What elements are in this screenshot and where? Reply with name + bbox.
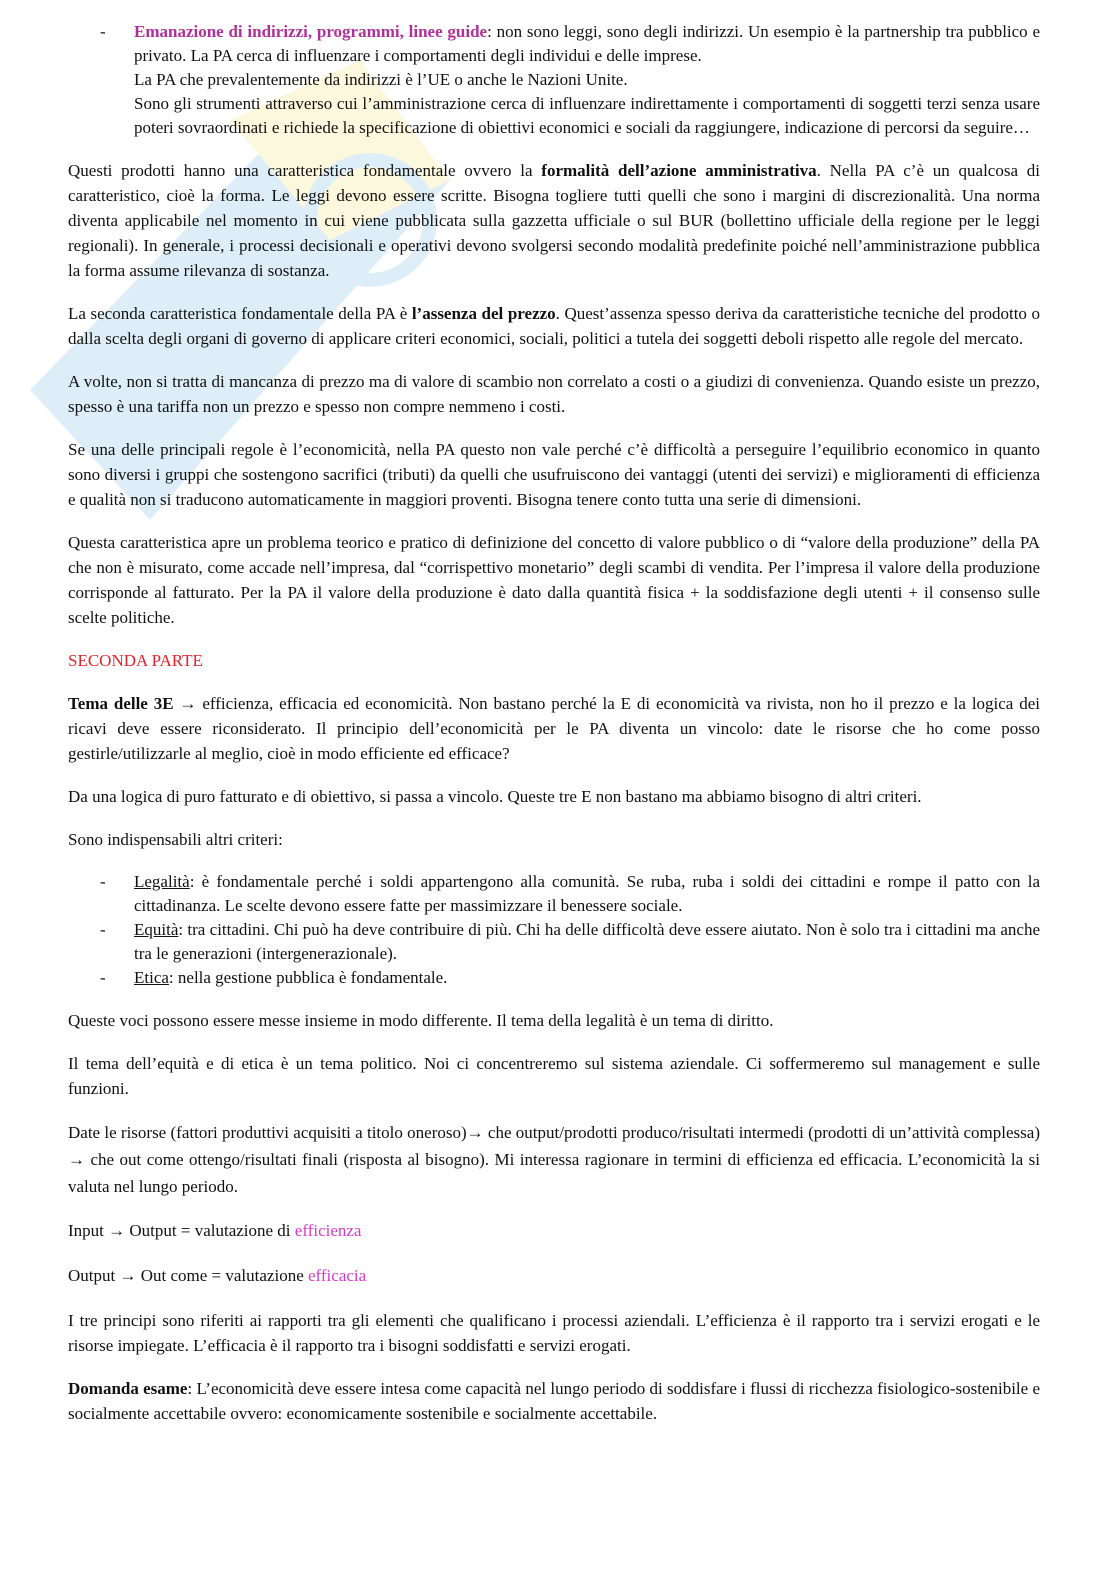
list-item: [68, 20, 1040, 140]
paragraph: A volte, non si tratta di mancanza di prezzo ma di valore di scambio non correlato a costi o a giudizi di convenienza. Quando esiste un prezzo, spesso è una tariffa non un prezzo e spesso non compre nemmeno i costi.: [68, 372, 1040, 416]
bullet: -: [100, 22, 106, 41]
paragraph: Da una logica di puro fatturato e di obiettivo, si passa a vincolo. Queste tre E non bastano ma abbiamo bisogno di altri criteri.: [68, 787, 922, 806]
paragraph: Queste voci possono essere messe insieme in modo differente. Il tema della legalità è un tema di diritto.: [68, 1011, 774, 1030]
paragraph: I tre principi sono riferiti ai rapporti tra gli elementi che qualificano i processi aziendali. L’efficienza è il rapporto tra i servizi erogati e le risorse impiegate. L’efficacia è il rapporto tra i bisogni soddisfatti e servizi erogati.: [68, 1311, 1040, 1355]
paragraph: Domanda esame: L’economicità deve essere intesa come capacità nel lungo periodo di soddisfare i flussi di ricchezza fisiologico-sostenibile e socialmente accettabile ovvero: economicamente sostenibile e socialmente accettabile.: [68, 1379, 1040, 1423]
list-item: - Equità: tra cittadini. Chi può ha deve contribuire di più. Chi ha delle difficoltà deve essere aiutato. Non è solo tra i cittadini ma anche tra le generazioni (intergenerazionale).: [100, 920, 1040, 963]
arrow-icon: →: [68, 1150, 91, 1169]
arrow-icon: →: [173, 694, 203, 713]
item-text: La PA che prevalentemente da indirizzi è l’UE o anche le Nazioni Unite.: [134, 70, 628, 89]
term: Equità: [134, 920, 179, 939]
document-content: [68, 20, 1040, 1444]
item-text: : non sono leggi, sono degli indirizzi. Un esempio è la partnership tra pubblico e privato. La PA cerca di influenzare i comportamenti degli individui e delle imprese.: [134, 22, 1040, 65]
criteria-list: [68, 870, 1040, 990]
arrow-icon: →: [119, 1266, 137, 1285]
arrow-icon: →: [108, 1221, 126, 1240]
paragraph: Output → Out come = valutazione efficacia: [68, 1266, 367, 1285]
paragraph: Il tema dell’equità e di etica è un tema politico. Noi ci concentreremo sul sistema aziendale. Ci soffermeremo sul management e sulle funzioni.: [68, 1054, 1040, 1098]
paragraph: Tema delle 3E → efficienza, efficacia ed economicità. Non bastano perché la E di economicità va rivista, non ho il prezzo e la logica dei ricavi deve essere riconsiderato. Il principio dell’economicità per le PA diventa un vincolo: date le risorse che ho come posso gestirle/utilizzarle al meglio, cioè in modo efficiente ed efficace?: [68, 694, 1040, 763]
paragraph: La seconda caratteristica fondamentale della PA è l’assenza del prezzo. Quest’assenza spesso deriva da caratteristiche tecniche del prodotto o dalla scelta degli organi di governo di applicare criteri economici, sociali, politici a tutela dei soggetti deboli rispetto alle regole del mercato.: [68, 304, 1041, 348]
term: Legalità: [134, 872, 190, 891]
paragraph: Date le risorse (fattori produttivi acquisiti a titolo oneroso)→ che output/prodotti produco/risultati intermedi (prodotti di un’attività complessa) → che out come ottengo/risultati finali (risposta al bisogno). Mi interessa ragionare in termini di efficienza ed efficacia. L’economicità la si valuta nel lungo periodo.: [68, 1123, 1041, 1196]
list-item: - Etica: nella gestione pubblica è fondamentale.: [100, 968, 448, 987]
term: Emanazione di indirizzi, programmi, linee guide: [134, 22, 488, 41]
paragraph: Input → Output = valutazione di efficienza: [68, 1221, 362, 1240]
paragraph: Se una delle principali regole è l’economicità, nella PA questo non vale perché c’è difficoltà a perseguire l’equilibrio economico in quanto sono diversi i gruppi che sostengono sacrifici (tributi) da quelli che usufruiscono dei vantaggi (utenti dei servizi) e miglioramenti di efficienza e qualità non si traducono automaticamente in maggiori proventi. Bisogna tenere conto tutta una serie di dimensioni.: [68, 440, 1040, 509]
term: Etica: [134, 968, 169, 987]
list-item: - Legalità: è fondamentale perché i soldi appartengono alla comunità. Se ruba, ruba i soldi dei cittadini e rompe il patto con la cittadinanza. Le scelte devono essere fatte per massimizzare il benessere sociale.: [100, 872, 1040, 915]
paragraph: Sono indispensabili altri criteri:: [68, 830, 283, 849]
item-text: Sono gli strumenti attraverso cui l’amministrazione cerca di influenzare indirettamente i comportamenti di soggetti terzi senza usare poteri sovraordinati e richiede la specificazione di obiettivi economici e sociali da raggiungere, indicazione di percorsi da seguire…: [134, 94, 1040, 137]
section-heading: SECONDA PARTE: [68, 651, 203, 670]
paragraph: Questa caratteristica apre un problema teorico e pratico di definizione del concetto di valore pubblico o di “valore della produzione” della PA che non è misurato, come accade nell’impresa, dal “corrispettivo monetario” degli scambi di vendita. Per l’impresa il valore della produzione corrisponde al fatturato. Per la PA il valore della produzione è dato dalla quantità fisica + la soddisfazione degli utenti + il consenso sulle scelte politiche.: [68, 533, 1040, 627]
arrow-icon: →: [466, 1123, 488, 1142]
paragraph: Questi prodotti hanno una caratteristica fondamentale ovvero la formalità dell’azione amministrativa. Nella PA c’è un qualcosa di caratteristico, cioè la forma. Le leggi devono essere scritte. Bisogna togliere tutti quelli che sono i margini di discrezionalità. Una norma diventa applicabile nel momento in cui viene pubblicata sulla gazzetta ufficiale o sul BUR (bollettino ufficiale della regione per le leggi regionali). In generale, i processi decisionali e operativi devono svolgersi secondo modalità predefinite poiché nell’amministrazione pubblica la forma assume rilevanza di sostanza.: [68, 161, 1041, 280]
